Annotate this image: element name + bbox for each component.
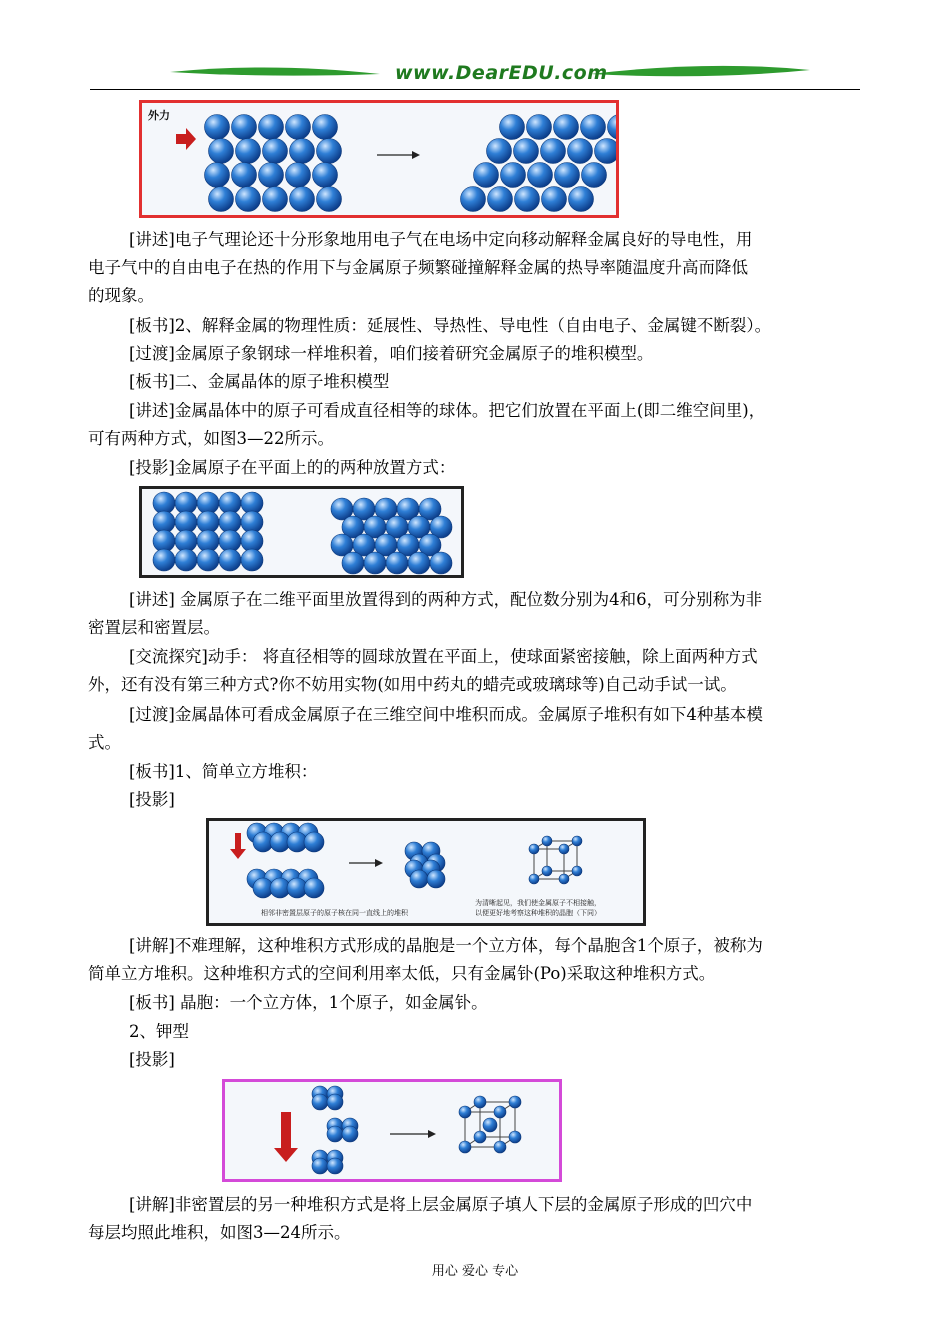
atom-sphere <box>313 115 338 140</box>
atom-sphere <box>175 549 197 571</box>
atom-sphere <box>312 1094 328 1110</box>
fig4-drawing <box>225 1082 559 1179</box>
atom-sphere <box>572 866 582 876</box>
atom-sphere <box>554 115 579 140</box>
down-arrow-icon <box>274 1112 298 1162</box>
down-arrow-icon <box>230 833 246 859</box>
paragraph-spheres <box>88 397 863 453</box>
fig1-drawing <box>142 103 616 215</box>
atom-sphere <box>488 187 513 212</box>
atom-sphere <box>408 552 430 574</box>
text-line: [讲述]金属晶体中的原子可看成直径相等的球体。把它们放置在平面上(即二维空间里)， <box>129 401 766 420</box>
atom-sphere <box>527 115 552 140</box>
paragraph-projection-3 <box>88 1046 863 1074</box>
atom-sphere <box>317 139 342 164</box>
atom-sphere <box>263 139 288 164</box>
atom-sphere <box>327 1126 343 1142</box>
force-arrow-icon <box>176 128 196 150</box>
atom-sphere <box>542 836 552 846</box>
fig2-drawing <box>142 489 461 575</box>
paragraph-simple-cubic-explain <box>88 932 863 988</box>
atom-sphere <box>430 552 452 574</box>
paragraph-projection-2 <box>88 786 863 814</box>
atom-sphere <box>219 549 241 571</box>
text-line: [投影] <box>129 790 175 809</box>
text-line: [投影] <box>129 1050 175 1069</box>
atom-sphere <box>197 549 219 571</box>
atom-sphere <box>327 1158 343 1174</box>
atom-sphere <box>342 1126 358 1142</box>
text-line: 2、钾型 <box>129 1022 189 1041</box>
atom-sphere <box>529 874 539 884</box>
atom-sphere <box>509 1096 521 1108</box>
atom-sphere <box>342 552 364 574</box>
atom-sphere <box>529 844 539 854</box>
arrow-head-icon <box>375 859 383 867</box>
figure-external-force-slip <box>139 100 619 218</box>
atom-sphere <box>259 163 284 188</box>
paragraph-projection-1 <box>88 454 863 482</box>
atom-sphere <box>286 163 311 188</box>
atom-sphere <box>501 163 526 188</box>
atom-sphere <box>304 878 324 898</box>
arrow-head-icon <box>428 1130 436 1138</box>
atom-sphere <box>474 163 499 188</box>
figure-body-centered-cubic <box>222 1079 562 1182</box>
figure-two-planar-arrangements <box>139 486 464 578</box>
atom-sphere <box>514 139 539 164</box>
atom-sphere <box>555 163 580 188</box>
atom-sphere <box>236 139 261 164</box>
atom-sphere <box>459 1106 471 1118</box>
atom-sphere <box>313 163 338 188</box>
text-line: 的现象。 <box>88 286 154 305</box>
atom-sphere <box>474 1096 486 1108</box>
fig3-caption-left: 相邻非密置层原子的原子核在同一直线上的堆积 <box>261 909 408 917</box>
atom-sphere <box>241 549 263 571</box>
atom-sphere <box>542 866 552 876</box>
paragraph-electron-gas <box>88 226 863 310</box>
paragraph-bcc-explain <box>88 1191 863 1247</box>
text-line: [板书] 晶胞：一个立方体，1个原子，如金属钋。 <box>129 993 488 1012</box>
paragraph-exploration <box>88 643 863 699</box>
atom-sphere <box>209 187 234 212</box>
text-line: [过渡]金属原子象钢球一样堆积着，咱们接着研究金属原子的堆积模型。 <box>129 344 654 363</box>
text-line: 式。 <box>88 733 121 752</box>
text-line: [讲述]电子气理论还十分形象地用电子气在电场中定向移动解释金属良好的导电性，用 <box>129 230 753 249</box>
paragraph-3d-stacking <box>88 701 863 757</box>
page-header <box>90 58 860 92</box>
atom-sphere <box>500 115 525 140</box>
atom-sphere <box>290 139 315 164</box>
atom-sphere <box>205 115 230 140</box>
paragraph-board-stacking-model <box>88 368 863 396</box>
paragraph-board-2 <box>88 312 863 340</box>
atom-sphere <box>528 163 553 188</box>
atom-sphere <box>290 187 315 212</box>
text-line: [讲解]非密置层的另一种堆积方式是将上层金属原子填人下层的金属原子形成的凹穴中 <box>129 1195 753 1214</box>
paragraph-coordination <box>88 586 863 642</box>
atom-sphere <box>581 115 606 140</box>
text-line: [讲解]不难理解，这种堆积方式形成的晶胞是一个立方体，每个晶胞含1个原子，被称为 <box>129 936 763 955</box>
atom-sphere <box>427 870 445 888</box>
text-line: 简单立方堆积。这种堆积方式的空间利用率太低，只有金属钋(Po)采取这种堆积方式。 <box>88 964 716 983</box>
atom-sphere <box>483 1118 497 1132</box>
atom-sphere <box>608 115 617 140</box>
atom-sphere <box>410 870 428 888</box>
atom-sphere <box>494 1141 506 1153</box>
paragraph-potassium-type <box>88 1018 863 1046</box>
atom-sphere <box>515 187 540 212</box>
atom-sphere <box>461 187 486 212</box>
fig3-caption-right-2: 以便更好地考察这种堆积的晶胞（下同） <box>475 909 601 917</box>
figure-simple-cubic <box>206 818 646 926</box>
paragraph-transition <box>88 340 863 368</box>
atom-sphere <box>509 1131 521 1143</box>
text-line: [过渡]金属晶体可看成金属原子在三维空间中堆积而成。金属原子堆积有如下4种基本模 <box>129 705 763 724</box>
atom-sphere <box>153 549 175 571</box>
text-line: [交流探究]动手： 将直径相等的圆球放置在平面上，使球面紧密接触，除上面两种方式 <box>129 647 758 666</box>
text-line: 外，还有没有第三种方式?你不妨用实物(如用中药丸的蜡壳或玻璃球等)自己动手试一试。 <box>88 675 737 694</box>
atom-sphere <box>559 844 569 854</box>
text-line: 每层均照此堆积，如图3—24所示。 <box>88 1223 351 1242</box>
atom-sphere <box>286 115 311 140</box>
atom-sphere <box>542 187 567 212</box>
text-line: [板书]1、简单立方堆积： <box>129 762 318 781</box>
atom-sphere <box>541 139 566 164</box>
atom-sphere <box>304 832 324 852</box>
text-line: 密置层和密置层。 <box>88 618 220 637</box>
header-rule <box>90 89 860 90</box>
atom-sphere <box>559 874 569 884</box>
text-line: [讲述] 金属原子在二维平面里放置得到的两种方式，配位数分别为4和6，可分别称为非 <box>129 590 763 609</box>
atom-sphere <box>205 163 230 188</box>
atom-sphere <box>364 552 386 574</box>
atom-sphere <box>236 187 261 212</box>
atom-sphere <box>209 139 234 164</box>
atom-sphere <box>487 139 512 164</box>
atom-sphere <box>327 1094 343 1110</box>
atom-sphere <box>459 1141 471 1153</box>
arrow-head-icon <box>412 151 420 159</box>
atom-sphere <box>568 139 593 164</box>
atom-sphere <box>232 163 257 188</box>
text-line: [板书]二、金属晶体的原子堆积模型 <box>129 372 390 391</box>
text-line: [板书]2、解释金属的物理性质：延展性、导热性、导电性（自由电子、金属键不断裂）。 <box>129 316 772 335</box>
text-line: 电子气中的自由电子在热的作用下与金属原子频繁碰撞解释金属的热导率随温度升高而降低 <box>88 258 748 277</box>
atom-sphere <box>494 1106 506 1118</box>
atom-sphere <box>263 187 288 212</box>
atom-sphere <box>595 139 617 164</box>
atom-sphere <box>582 163 607 188</box>
atom-sphere <box>386 552 408 574</box>
atom-sphere <box>572 836 582 846</box>
fig1-label: 外力 <box>148 109 170 122</box>
paragraph-unit-cell <box>88 989 863 1017</box>
text-line: 可有两种方式，如图3—22所示。 <box>88 429 334 448</box>
atom-sphere <box>317 187 342 212</box>
atom-sphere <box>259 115 284 140</box>
text-line: [投影]金属原子在平面上的的两种放置方式： <box>129 458 456 477</box>
atom-sphere <box>569 187 594 212</box>
atom-sphere <box>474 1131 486 1143</box>
atom-sphere <box>312 1158 328 1174</box>
paragraph-simple-cubic-title <box>88 758 863 786</box>
page-footer: 用心 爱心 专心 <box>431 1264 519 1279</box>
site-logo-text[interactable]: www.DearEDU.com <box>395 62 608 84</box>
fig3-caption-right-1: 为清晰起见，我们使金属原子不相接触， <box>475 899 601 907</box>
atom-sphere <box>232 115 257 140</box>
